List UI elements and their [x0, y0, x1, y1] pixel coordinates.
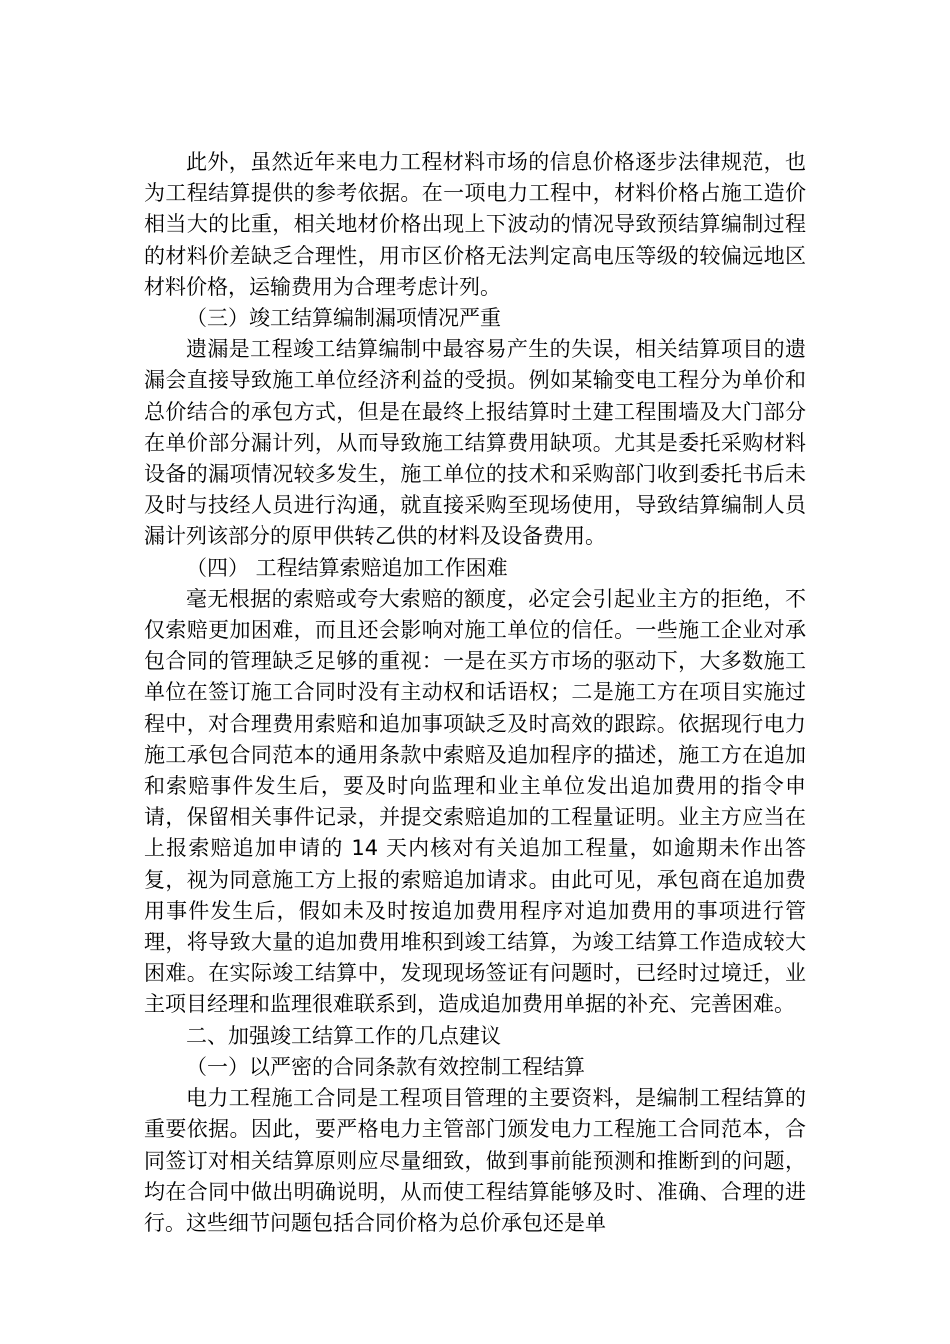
document-body: [144, 147, 806, 1239]
paragraph-omissions: 遗漏是工程竣工结算编制中最容易产生的失误，相关结算项目的遗漏会直接导致施工单位经济利益的受损。例如某输变电工程分为单价和总价结合的承包方式，但是在最终上报结算时土建工程围墙及大门部分在单价部分漏计列，从而导致施工结算费用缺项。尤其是委托采购材料设备的漏项情况较多发生，施工单位的技术和采购部门收到委托书后未及时与技经人员进行沟通，就直接采购至现场使用，导致结算编制人员漏计列该部分的原甲供转乙供的材料及设备费用。: [144, 337, 806, 549]
paragraph-contract: 电力工程施工合同是工程项目管理的主要资料，是编制工程结算的重要依据。因此，要严格电力主管部门颁发电力工程施工合同范本，合同签订对相关结算原则应尽量细致，做到事前能预测和推断到的问题，均在合同中做出明确说明，从而使工程结算能够及时、准确、合理的进行。这些细节问题包括合同价格为总价承包还是单: [144, 1086, 806, 1235]
section-heading-part-2: 二、加强竣工结算工作的几点建议: [186, 1023, 501, 1048]
section-heading-4: （四） 工程结算索赔追加工作困难: [186, 555, 508, 580]
section-heading-2-1: （一）以严密的合同条款有效控制工程结算: [186, 1054, 585, 1079]
paragraph-material-price: 此外，虽然近年来电力工程材料市场的信息价格逐步法律规范，也为工程结算提供的参考依据。在一项电力工程中，材料价格占施工造价相当大的比重，相关地材价格出现上下波动的情况导致预结算编制过程的材料价差缺乏合理性，用市区价格无法判定高电压等级的较偏远地区材料价格，运输费用为合理考虑计列。: [144, 150, 806, 299]
section-heading-3: （三）竣工结算编制漏项情况严重: [186, 306, 501, 331]
paragraph-claims: 毫无根据的索赔或夸大索赔的额度，必定会引起业主方的拒绝，不仅索赔更加困难，而且还会影响对施工单位的信任。一些施工企业对承包合同的管理缺乏足够的重视：一是在买方市场的驱动下，大多数施工单位在签订施工合同时没有主动权和话语权；二是施工方在项目实施过程中，对合理费用索赔和追加事项缺乏及时高效的跟踪。依据现行电力施工承包合同范本的通用条款中索赔及追加程序的描述，施工方在追加和索赔事件发生后，要及时向监理和业主单位发出追加费用的指令申请，保留相关事件记录，并提交索赔追加的工程量证明。业主方应当在上报索赔追加申请的 14 天内核对有关追加工程量，如逾期未作出答复，视为同意施工方上报的索赔追加请求。由此可见，承包商在追加费用事件发生后，假如未及时按追加费用程序对追加费用的事项进行管理，将导致大量的追加费用堆积到竣工结算，为竣工结算工作造成较大困难。在实际竣工结算中，发现现场签证有问题时，已经时过境迁，业主项目经理和监理很难联系到，造成追加费用单据的补充、完善困难。: [144, 586, 806, 1017]
